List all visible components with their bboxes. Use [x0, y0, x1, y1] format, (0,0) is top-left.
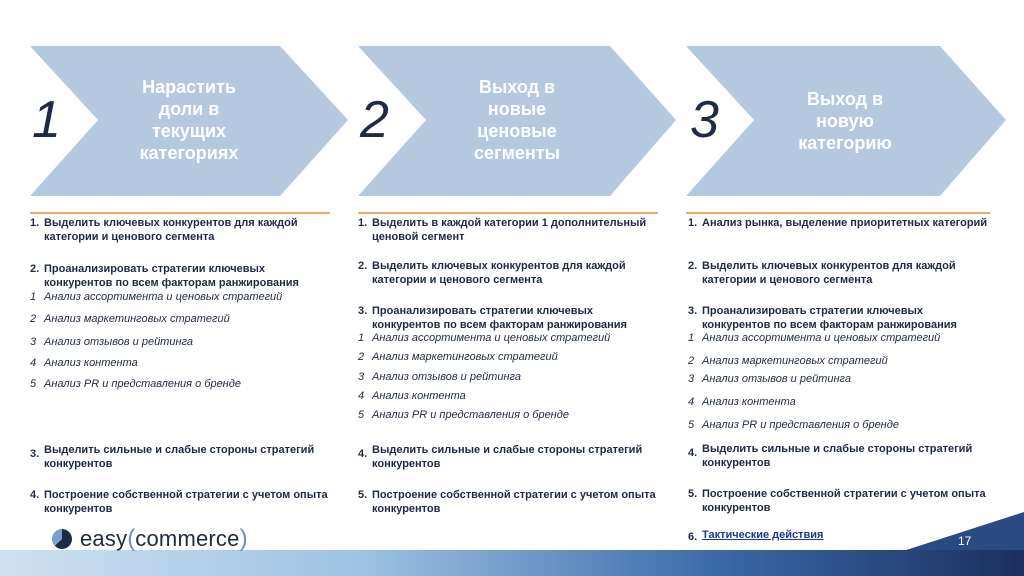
item-number: 2.	[688, 260, 698, 272]
item-text: Анализ маркетинговых стратегий	[44, 313, 230, 325]
item-text: Анализ рынка, выделение приоритетных категорий	[702, 217, 988, 229]
item-text: Выделить в каждой категории 1 дополнительный ценовой сегмент	[372, 217, 647, 243]
list-item	[358, 443, 658, 471]
sub-list-item	[358, 350, 658, 364]
sub-list-item	[688, 372, 988, 386]
list-item	[30, 488, 330, 516]
item-number: 2	[688, 355, 695, 367]
column-2-rule	[358, 212, 658, 214]
item-text: Анализ ассортимента и ценовых стратегий	[44, 291, 283, 303]
item-text: Анализ контента	[44, 357, 138, 369]
item-number: 2.	[30, 263, 40, 275]
step-2-title: Выход в новые ценовые сегменты	[474, 77, 560, 163]
step-3-number: 3	[690, 91, 719, 149]
item-number: 5.	[688, 488, 698, 500]
tactical-actions-link[interactable]: Тактические действия	[702, 529, 824, 541]
item-number: 5	[358, 409, 365, 421]
item-number: 4	[688, 396, 695, 408]
item-number: 6.	[688, 531, 698, 543]
item-text: Анализ отзывов и рейтинга	[44, 336, 193, 348]
item-number: 1.	[358, 217, 368, 229]
list-item	[358, 259, 658, 287]
logo-paren-open: (	[127, 525, 136, 552]
list-item	[688, 304, 988, 332]
item-text: Построение собственной стратегии с учетом опыта конкурентов	[372, 489, 656, 515]
item-number: 5	[688, 419, 695, 431]
item-text: Анализ отзывов и рейтинга	[372, 371, 521, 383]
step-2-number: 2	[360, 91, 389, 149]
item-number: 3.	[688, 305, 698, 317]
item-text: Анализ PR и представления о бренде	[44, 378, 241, 390]
sub-list-item	[688, 331, 988, 345]
logo-word-commerce: commerce	[135, 526, 240, 551]
item-text: Выделить ключевых конкурентов для каждой категории и ценового сегмента	[44, 217, 298, 243]
item-number: 5.	[358, 489, 368, 501]
step-1-title: Нарастить доли в текущих категориях	[139, 77, 239, 163]
item-number: 4	[30, 357, 37, 369]
footer-decoration	[780, 512, 1024, 552]
list-item	[358, 488, 658, 516]
item-number: 4.	[358, 448, 368, 460]
list-item	[30, 216, 330, 244]
step-1-number: 1	[32, 91, 61, 149]
item-number: 1.	[688, 217, 698, 229]
sub-list-item	[688, 395, 988, 409]
item-text: Выделить сильные и слабые стороны стратегий конкурентов	[372, 444, 643, 470]
sub-list-item	[30, 290, 330, 304]
item-number: 3	[688, 373, 695, 385]
item-text: Анализ маркетинговых стратегий	[372, 351, 558, 363]
sub-list-item	[358, 331, 658, 345]
item-text: Выделить ключевых конкурентов для каждой категории и ценового сегмента	[372, 260, 626, 286]
list-item	[688, 259, 988, 287]
sub-list-item	[358, 389, 658, 403]
item-number: 4	[358, 390, 365, 402]
list-item	[688, 442, 988, 470]
item-text: Анализ ассортимента и ценовых стратегий	[372, 332, 611, 344]
item-text: Проанализировать стратегии ключевых конкурентов по всем факторам ранжирования	[702, 305, 957, 331]
sub-list-item	[30, 377, 330, 391]
list-item	[30, 443, 330, 471]
item-number: 1	[30, 291, 37, 303]
sub-list-item	[358, 370, 658, 384]
sub-list-item	[358, 408, 658, 422]
item-text: Построение собственной стратегии с учетом опыта конкурентов	[44, 489, 328, 515]
item-number: 1	[688, 332, 695, 344]
column-3-rule	[686, 212, 990, 214]
item-text: Выделить сильные и слабые стороны стратегий конкурентов	[702, 443, 973, 469]
column-1-rule	[30, 212, 330, 214]
logo-paren-close: )	[239, 525, 248, 552]
item-number: 5	[30, 378, 37, 390]
item-text: Проанализировать стратегии ключевых конкурентов по всем факторам ранжирования	[44, 263, 299, 289]
item-number: 3	[30, 336, 37, 348]
sub-list-item	[30, 335, 330, 349]
sub-list-item	[30, 356, 330, 370]
item-text: Анализ PR и представления о бренде	[372, 409, 569, 421]
item-number: 4.	[688, 447, 698, 459]
item-number: 2	[358, 351, 365, 363]
item-number: 4.	[30, 489, 40, 501]
sub-list-item	[688, 418, 988, 432]
list-item	[358, 216, 658, 244]
item-text: Анализ маркетинговых стратегий	[702, 355, 888, 367]
item-text: Проанализировать стратегии ключевых конкурентов по всем факторам ранжирования	[372, 305, 627, 331]
easy-commerce-logo	[50, 524, 248, 554]
item-text: Анализ ассортимента и ценовых стратегий	[702, 332, 941, 344]
item-number: 1	[358, 332, 365, 344]
item-text: Выделить сильные и слабые стороны стратегий конкурентов	[44, 444, 315, 470]
item-text: Анализ контента	[372, 390, 466, 402]
item-number: 3.	[30, 448, 40, 460]
sub-list-item	[30, 312, 330, 326]
logo-mark-icon	[50, 527, 74, 551]
step-3-title: Выход в новую категорию	[798, 89, 892, 153]
list-item	[688, 216, 988, 230]
list-item	[30, 262, 330, 290]
item-text: Анализ отзывов и рейтинга	[702, 373, 851, 385]
item-text: Анализ контента	[702, 396, 796, 408]
item-number: 2	[30, 313, 37, 325]
item-text: Построение собственной стратегии с учетом опыта конкурентов	[702, 488, 986, 514]
item-number: 2.	[358, 260, 368, 272]
item-number: 1.	[30, 217, 40, 229]
item-text: Выделить ключевых конкурентов для каждой категории и ценового сегмента	[702, 260, 956, 286]
list-item	[688, 487, 988, 515]
item-number: 3.	[358, 305, 368, 317]
item-text: Анализ PR и представления о бренде	[702, 419, 899, 431]
item-number: 3	[358, 371, 365, 383]
sub-list-item	[688, 354, 988, 368]
page-number: 17	[958, 534, 972, 548]
list-item	[358, 304, 658, 332]
logo-word-easy: easy	[80, 526, 128, 551]
